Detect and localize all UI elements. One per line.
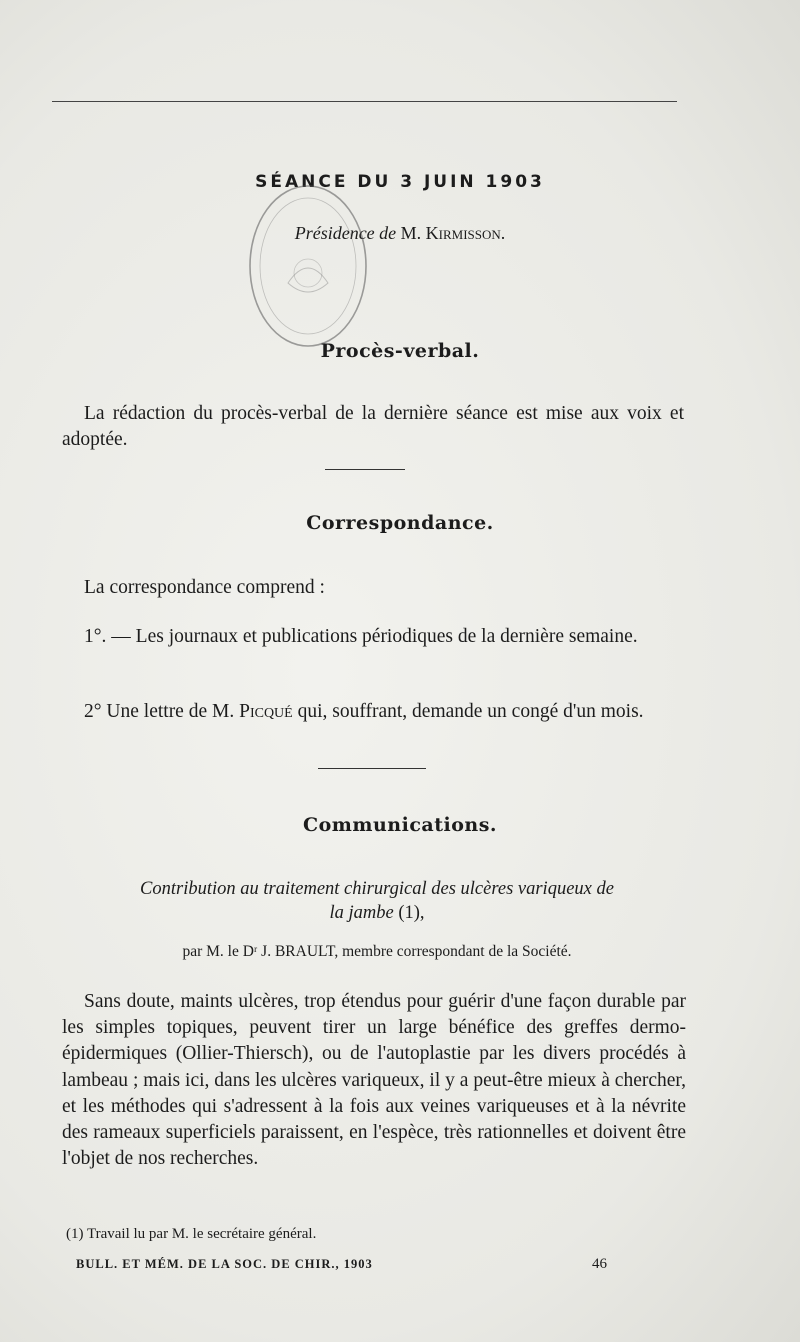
library-stamp-icon	[238, 178, 378, 358]
correspondance-item-1: 1°. — Les journaux et publications périodiques de la dernière semaine.	[84, 626, 638, 647]
item2-text-a: 2° Une lettre de M.	[84, 701, 235, 722]
presidence-line	[0, 223, 800, 244]
correspondance-intro: La correspondance comprend :	[84, 577, 325, 598]
article-title-line-2	[62, 901, 692, 925]
article-body: Sans doute, maints ulcères, trop étendus pour guérir d'une façon durable par les simples topiques, peuvent tirer un large bénéfice des greffes dermo-épidermiques (Ollier-Thiersch), ou de l'autoplastie par les divers procédés à lambeau ; mais ici, dans les ulcères variqueux, il y a peut-être mieux à chercher, et les méthodes qui s'adressent à la fois aux veines variqueuses et à la névrite des rameaux superficiels paraissent, en l'espèce, très rationnelles et doivent être l'objet de nos recherches.	[62, 991, 686, 1170]
correspondance-heading: Correspondance.	[306, 512, 494, 534]
proces-verbal-text: La rédaction du procès-verbal de la dernière séance est mise aux voix et adoptée.	[62, 403, 684, 450]
article-byline: par M. le Dʳ J. BRAULT, membre correspondant de la Société.	[182, 943, 572, 960]
correspondance-item-2	[62, 699, 684, 725]
page-number: 46	[592, 1256, 607, 1272]
proces-verbal-heading: Procès-verbal.	[320, 340, 480, 362]
journal-footer: BULL. ET MÉM. DE LA SOC. DE CHIR., 1903	[76, 1257, 373, 1271]
article-footnote-ref: (1),	[398, 903, 425, 923]
presidence-prefix: Présidence de	[294, 223, 397, 243]
section-divider	[318, 768, 426, 769]
footnote: (1) Travail lu par M. le secrétaire général.	[66, 1226, 317, 1242]
article-title-jambe: la jambe	[329, 903, 394, 923]
section-divider	[325, 469, 405, 470]
communications-heading: Communications.	[302, 814, 498, 836]
article-title	[62, 877, 692, 925]
seance-title: SÉANCE DU 3 JUIN 1903	[255, 172, 545, 192]
item2-name: Picqué	[239, 701, 293, 722]
article-title-line-1: Contribution au traitement chirurgical des ulcères variqueux de	[140, 879, 614, 899]
president-name: M. Kirmisson.	[400, 223, 506, 243]
top-rule	[52, 101, 677, 102]
item2-text-b: qui, souffrant, demande un congé d'un mois.	[297, 701, 644, 722]
